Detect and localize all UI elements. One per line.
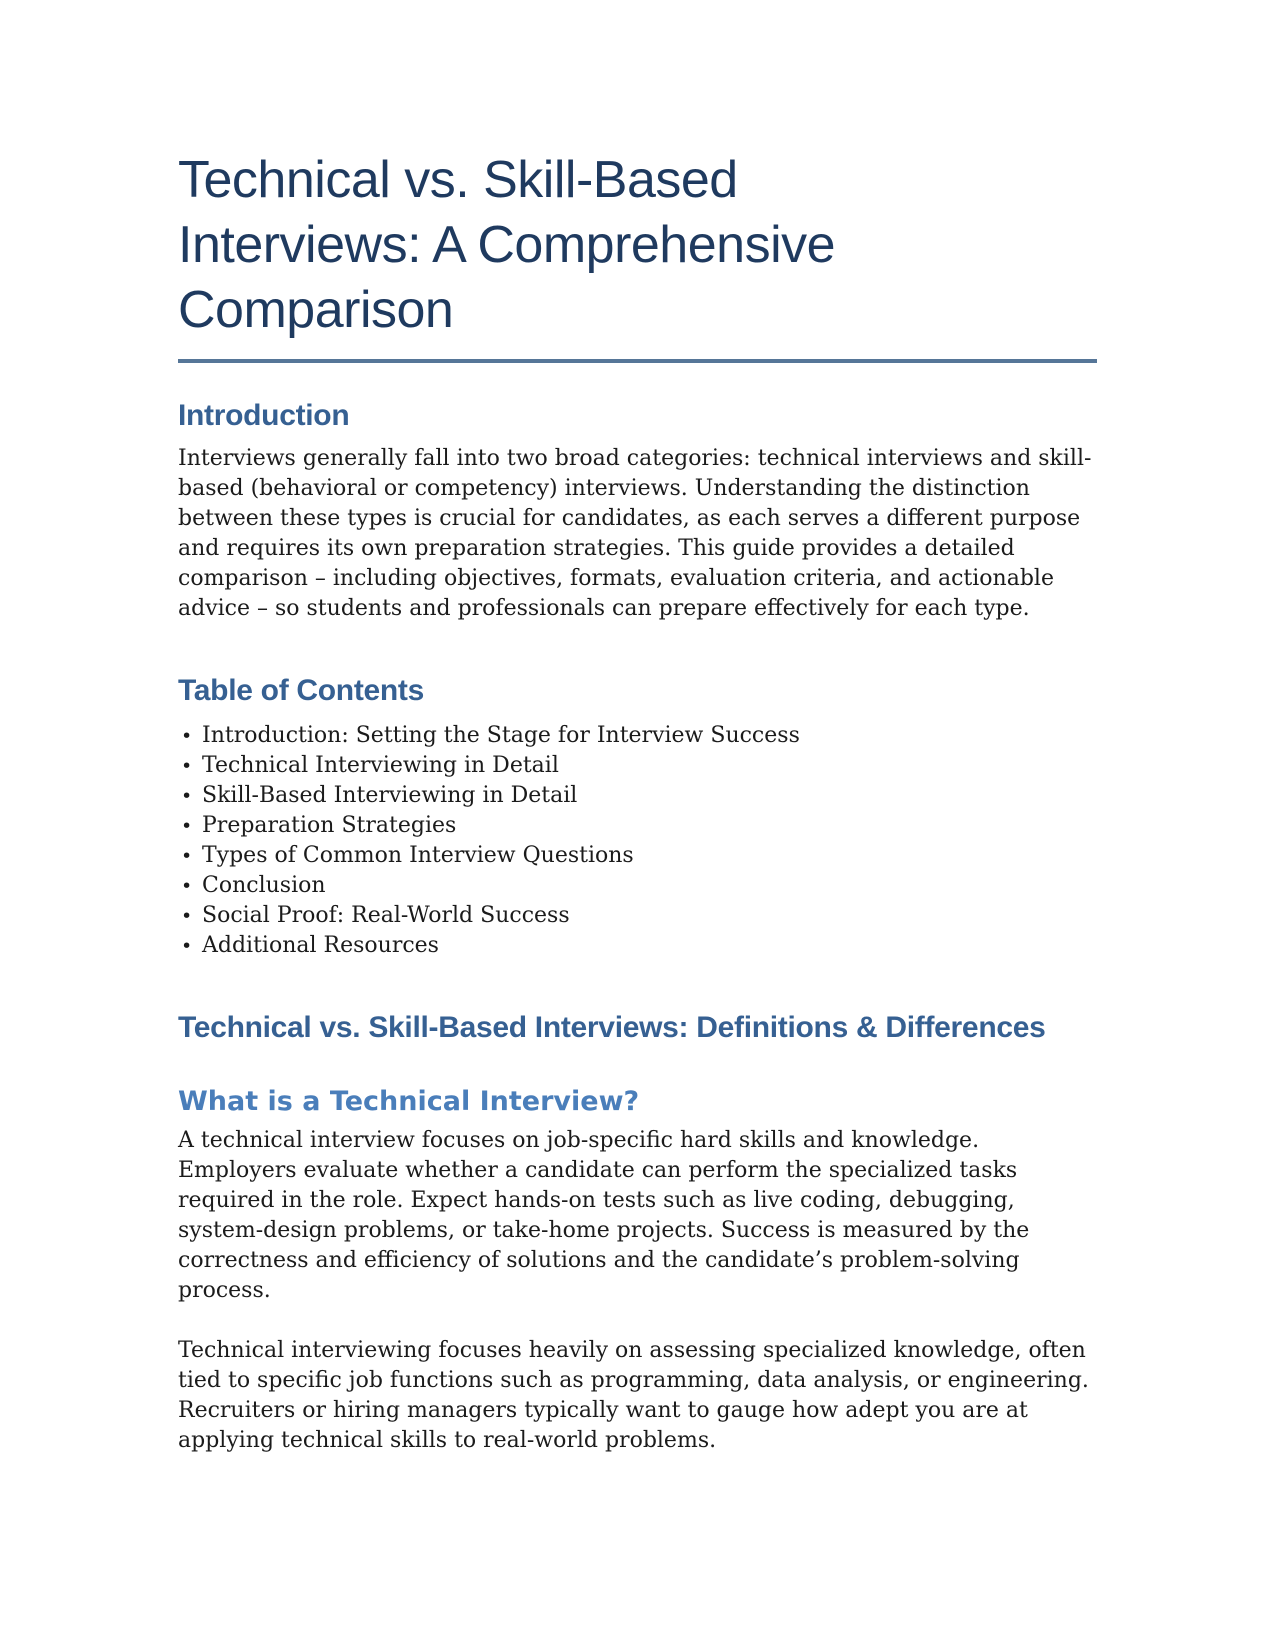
section-heading-definitions-differences: Technical vs. Skill-Based Interviews: Definitions & Differences [178, 1011, 1046, 1044]
document-title-line-3: Comparison [178, 281, 454, 339]
toc-item-preparation-strategies: • Preparation Strategies [178, 811, 1097, 841]
document-title-line-1: Technical vs. Skill-Based [178, 151, 738, 209]
document-title-line-2: Interviews: A Comprehensive [178, 216, 836, 274]
technical-interview-paragraph-2: Technical interviewing focuses heavily on assessing specialized knowledge, often tied to specific job functions such as programming, data analysis, or engineering. Recruiters or hiring managers typically want to gauge how adept you are at applying technical skills to real-world problems. [178, 1338, 1089, 1453]
toc-item-common-questions: • Types of Common Interview Questions [178, 841, 1097, 871]
table-of-contents-list [178, 721, 1097, 961]
title-underline-rule [178, 359, 1097, 363]
section-heading-introduction: Introduction [178, 399, 350, 432]
document-title [178, 148, 1097, 343]
toc-item-social-proof: • Social Proof: Real-World Success [178, 901, 1097, 931]
technical-interview-paragraph-1: A technical interview focuses on job-specific hard skills and knowledge. Employers evaluate whether a candidate can perform the specialized tasks required in the role. Expect hands-on tests such as live coding, debugging, system-design problems, or take-home projects. Success is measured by the correctness and efficiency of solutions and the candidate’s problem-solving process. [178, 1128, 1030, 1303]
subsection-heading-what-is-technical-interview: What is a Technical Interview? [178, 1086, 640, 1117]
introduction-paragraph: Interviews generally fall into two broad categories: technical interviews and skill-based (behavioral or competency) interviews. Understanding the distinction between these types is crucial for candidates, as each serves a different purpose and requires its own preparation strategies. This guide provides a detailed comparison – including objectives, formats, evaluation criteria, and actionable advice – so students and professionals can prepare effectively for each type. [178, 446, 1092, 621]
toc-item-technical-interviewing: • Technical Interviewing in Detail [178, 751, 1097, 781]
toc-item-introduction: • Introduction: Setting the Stage for Interview Success [178, 721, 1097, 751]
toc-item-skill-based-interviewing: • Skill-Based Interviewing in Detail [178, 781, 1097, 811]
section-heading-table-of-contents: Table of Contents [178, 674, 425, 707]
toc-item-additional-resources: • Additional Resources [178, 931, 1097, 961]
toc-item-conclusion: • Conclusion [178, 871, 1097, 901]
